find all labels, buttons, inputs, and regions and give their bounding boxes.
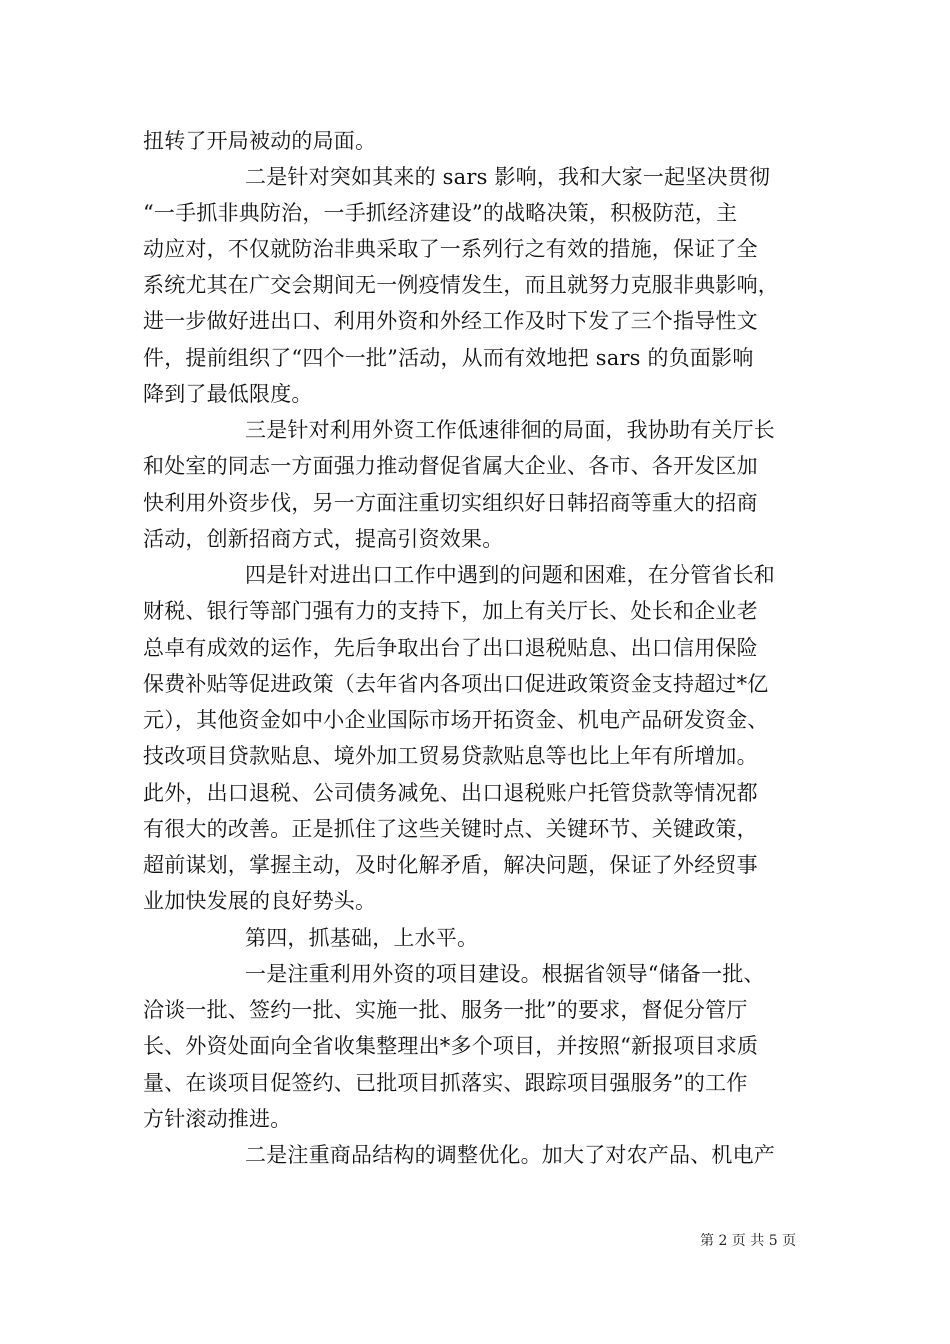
text-line-12: 活动，创新招商方式，提高引资效果。 [143,527,504,551]
text-line-4: 动应对，不仅就防治非典采取了一系列行之有效的措施，保证了全 [143,237,758,261]
text-line-23: 第四，抓基础，上水平。 [245,926,479,950]
text-line-1: 扭转了开局被动的局面。 [143,129,377,153]
text-line-20: 有很大的改善。正是抓住了这些关键时点、关键环节、关键政策， [143,817,758,841]
text-line-24: 一是注重利用外资的项目建设。根据省领导“储备一批、 [245,962,765,986]
text-line-25: 洽谈一批、签约一批、实施一批、服务一批”的要求，督促分管厅 [143,998,748,1022]
text-line-2: 二是针对突如其来的 sars 影响，我和大家一起坚决贯彻 [245,165,771,189]
text-line-8: 降到了最低限度。 [143,382,313,406]
text-line-29: 二是注重商品结构的调整优化。加大了对农产品、机电产 [245,1143,775,1167]
text-line-28: 方针滚动推进。 [143,1107,292,1131]
text-line-10: 和处室的同志一方面强力推动督促省属大企业、各市、各开发区加 [143,454,758,478]
text-line-3: “一手抓非典防治，一手抓经济建设”的战略决策，积极防范，主 [143,201,738,225]
text-line-7: 件，提前组织了“四个一批”活动，从而有效地把 sars 的负面影响 [143,346,754,370]
text-line-11: 快利用外资步伐，另一方面注重切实组织好日韩招商等重大的招商 [143,491,758,515]
text-line-21: 超前谋划，掌握主动，及时化解矛盾，解决问题，保证了外经贸事 [143,853,758,877]
text-line-18: 技改项目贷款贴息、境外加工贸易贷款贴息等也比上年有所增加。 [143,744,758,768]
text-line-27: 量、在谈项目促签约、已批项目抓落实、跟踪项目强服务”的工作 [143,1071,748,1095]
text-line-9: 三是针对利用外资工作低速徘徊的局面，我协助有关厅长 [245,418,775,442]
text-line-15: 总卓有成效的运作，先后争取出台了出口退税贴息、出口信用保险 [143,636,758,660]
text-line-14: 财税、银行等部门强有力的支持下，加上有关厅长、处长和企业老 [143,599,758,623]
text-line-22: 业加快发展的良好势头。 [143,889,377,913]
text-line-16: 保费补贴等促进政策（去年省内各项出口促进政策资金支持超过*亿 [143,672,769,696]
text-line-5: 系统尤其在广交会期间无一例疫情发生，而且就努力克服非典影响， [143,273,779,297]
text-line-13: 四是针对进出口工作中遇到的问题和困难，在分管省长和 [245,563,775,587]
text-line-6: 进一步做好进出口、利用外资和外经工作及时下发了三个指导性文 [143,309,758,333]
text-line-19: 此外，出口退税、公司债务减免、出口退税账户托管贷款等情况都 [143,781,758,805]
page-number: 第 2 页 共 5 页 [700,1233,797,1249]
text-line-26: 长、外资处面向全省收集整理出*多个项目，并按照“新报项目求质 [143,1034,759,1058]
text-line-17: 元），其他资金如中小企业国际市场开拓资金、机电产品研发资金、 [143,708,769,732]
